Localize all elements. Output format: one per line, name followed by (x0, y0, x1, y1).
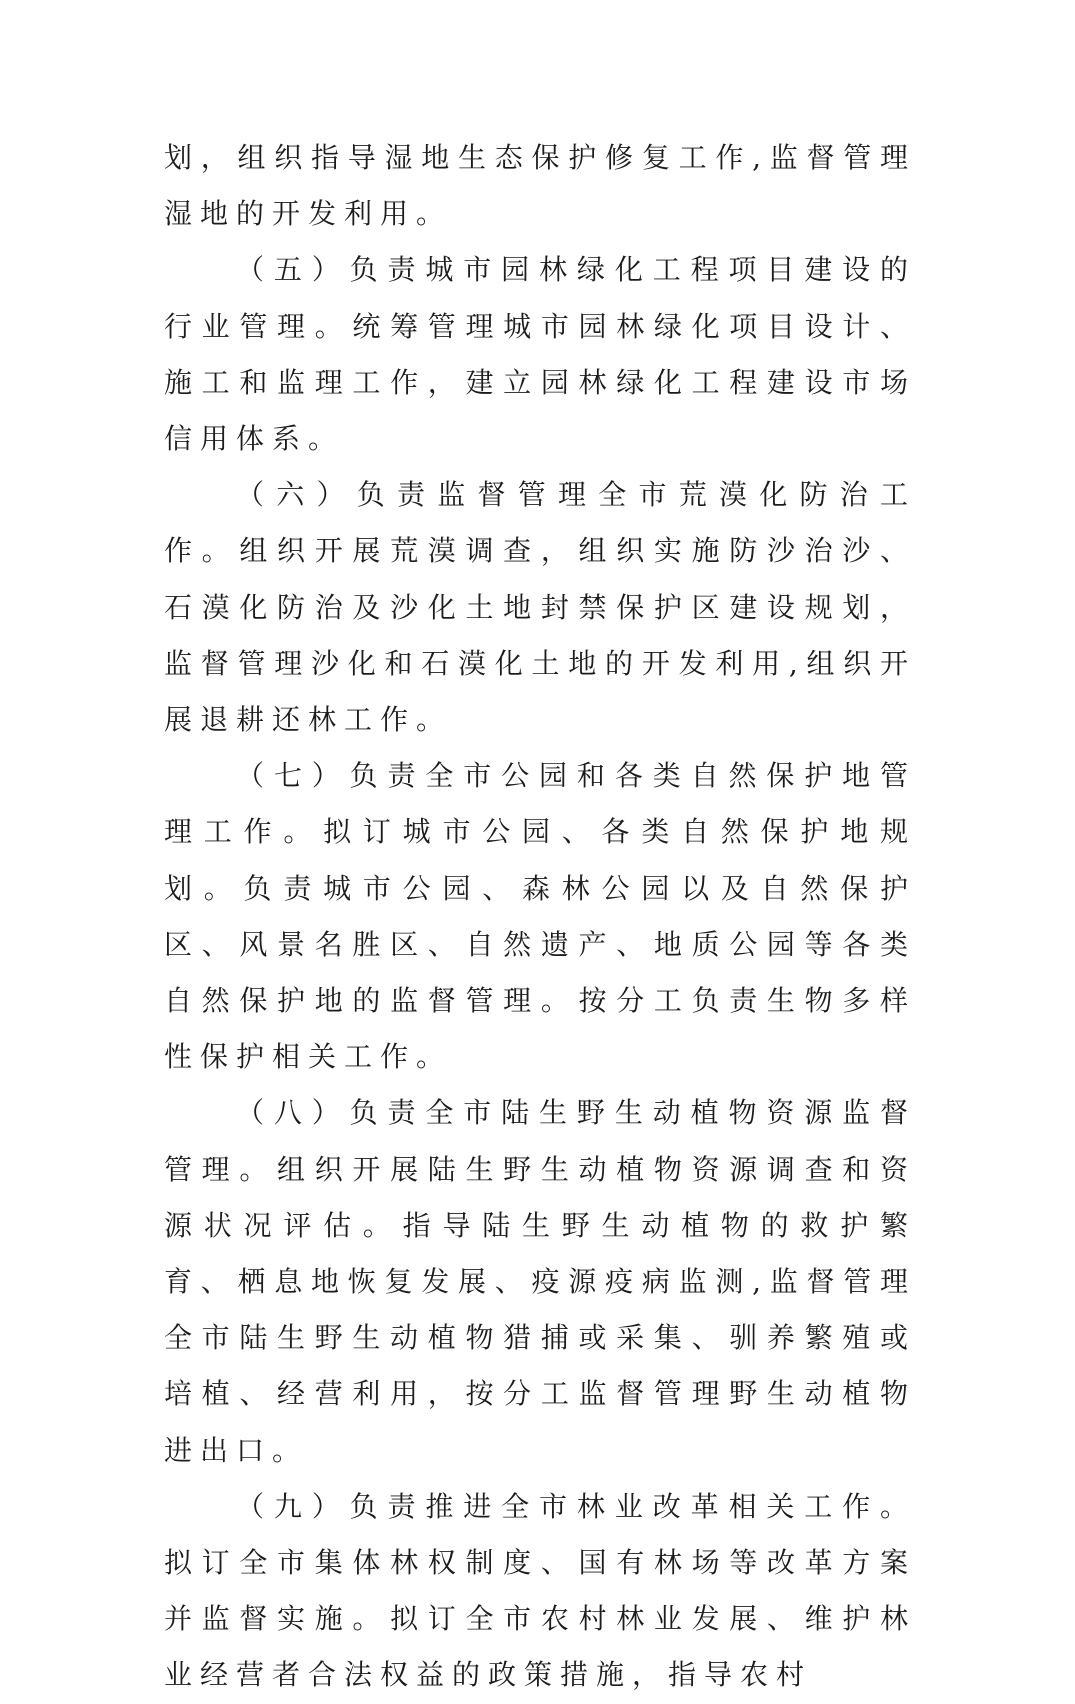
paragraph-item-7: （七）负责全市公园和各类自然保护地管理工作。拟订城市公园、各类自然保护地规划。负责城市公园、森林公园以及自然保护区、风景名胜区、自然遗产、地质公园等各类自然保护地的监督管理。按分工负责生物多样性保护相关工作。 (164, 759, 916, 1074)
paragraph-item-8: （八）负责全市陆生野生动植物资源监督管理。组织开展陆生野生动植物资源调查和资源状况评估。指导陆生野生动植物的救护繁育、栖息地恢复发展、疫源疫病监测,监督管理全市陆生野生动植物猎捕或采集、驯养繁殖或培植、经营利用，按分工监督管理野生动植物进出口。 (164, 1096, 916, 1467)
paragraph-continued: 划，组织指导湿地生态保护修复工作,监督管理湿地的开发利用。 (164, 141, 916, 231)
paragraph-item-9: （九）负责推进全市林业改革相关工作。拟订全市集体林权制度、国有林场等改革方案并监督实施。拟订全市农村林业发展、维护林业经营者合法权益的政策措施，指导农村 (164, 1489, 916, 1692)
paragraph-item-6: （六）负责监督管理全市荒漠化防治工作。组织开展荒漠调查，组织实施防沙治沙、石漠化防治及沙化土地封禁保护区建设规划，监督管理沙化和石漠化土地的开发利用,组织开展退耕还林工作。 (164, 478, 916, 737)
paragraph-item-5: （五）负责城市园林绿化工程项目建设的行业管理。统筹管理城市园林绿化项目设计、施工和监理工作，建立园林绿化工程建设市场信用体系。 (164, 253, 916, 456)
document-body (164, 130, 916, 1704)
